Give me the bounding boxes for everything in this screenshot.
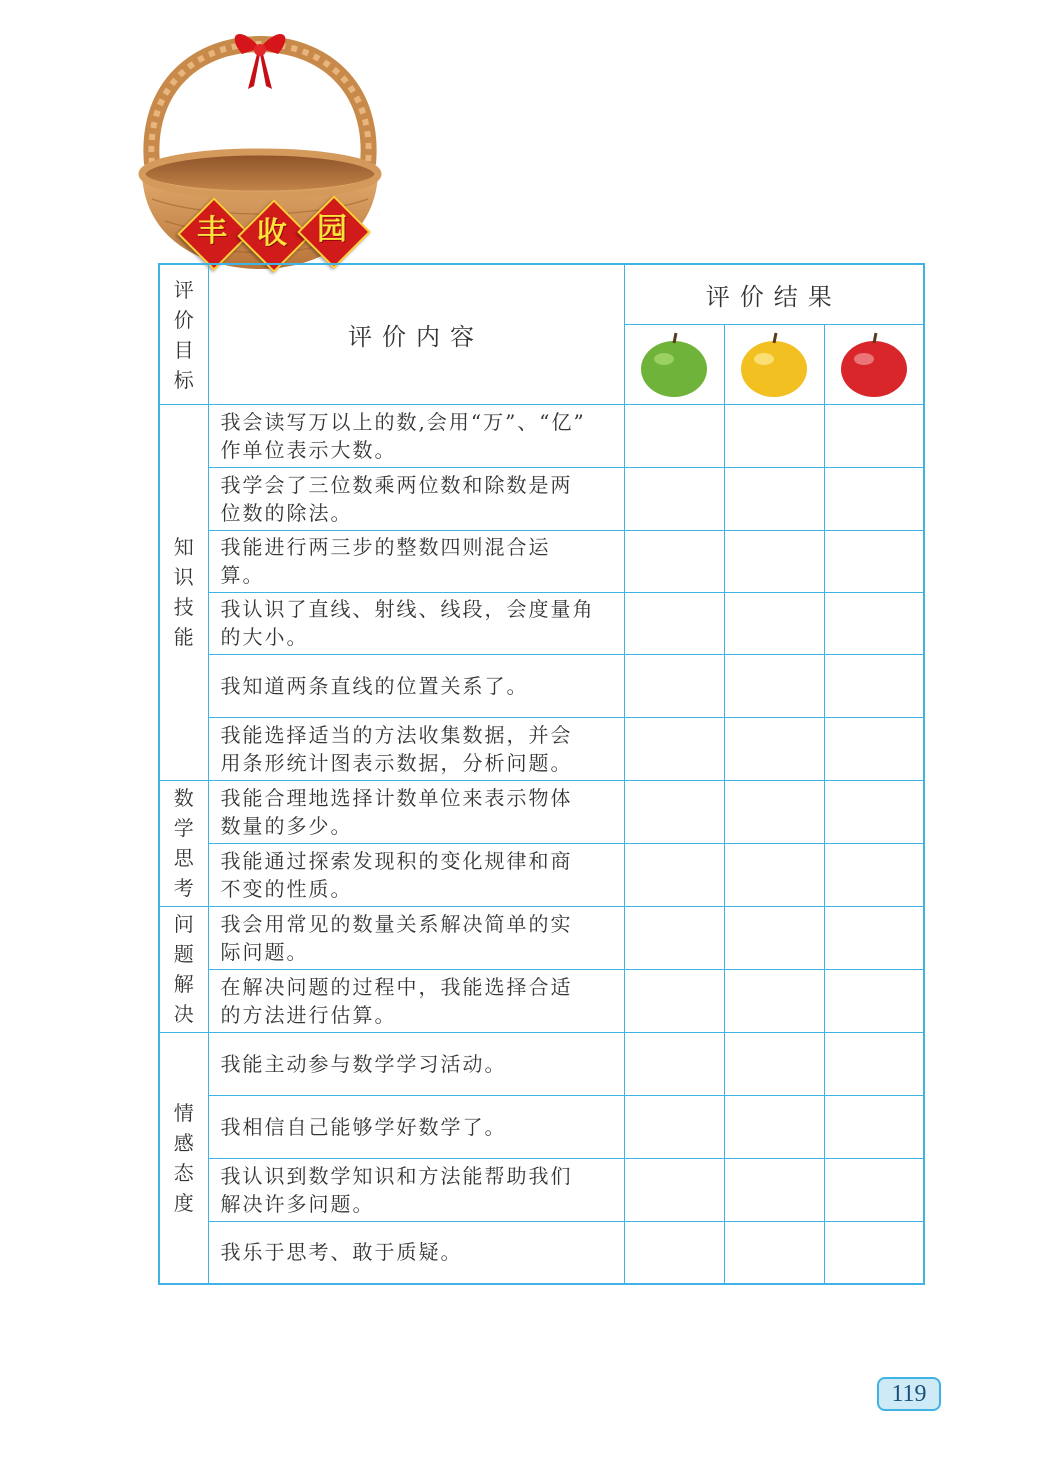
rating-cell[interactable] xyxy=(624,1032,724,1095)
rating-cell[interactable] xyxy=(824,969,924,1032)
rating-cell[interactable] xyxy=(624,530,724,592)
rating-cell[interactable] xyxy=(724,969,824,1032)
rating-cell[interactable] xyxy=(824,467,924,530)
rating-cell[interactable] xyxy=(624,1158,724,1221)
item-12: 我相信自己能够学好数学了。 xyxy=(208,1095,624,1158)
result-header: 评价结果 xyxy=(624,264,924,324)
rating-cell[interactable] xyxy=(624,717,724,780)
rating-cell[interactable] xyxy=(824,1221,924,1284)
rating-cell[interactable] xyxy=(724,1158,824,1221)
item-8: 我能通过探索发现积的变化规律和商 不变的性质。 xyxy=(208,843,624,906)
item-9: 我会用常见的数量关系解决简单的实 际问题。 xyxy=(208,906,624,969)
red-apple-icon xyxy=(824,324,924,404)
item-2: 我学会了三位数乘两位数和除数是两 位数的除法。 xyxy=(208,467,624,530)
rating-cell[interactable] xyxy=(824,1032,924,1095)
rating-cell[interactable] xyxy=(724,906,824,969)
rating-cell[interactable] xyxy=(824,530,924,592)
category-math-thinking: 数 学 思 考 xyxy=(159,780,208,906)
page-number: 119 xyxy=(877,1377,941,1411)
green-apple-icon xyxy=(624,324,724,404)
rating-cell[interactable] xyxy=(824,906,924,969)
rating-cell[interactable] xyxy=(624,843,724,906)
rating-cell[interactable] xyxy=(824,592,924,654)
rating-cell[interactable] xyxy=(724,717,824,780)
rating-cell[interactable] xyxy=(724,530,824,592)
badge-char: 收 xyxy=(257,216,287,251)
rating-cell[interactable] xyxy=(824,717,924,780)
item-14: 我乐于思考、敢于质疑。 xyxy=(208,1221,624,1284)
rating-cell[interactable] xyxy=(724,467,824,530)
rating-cell[interactable] xyxy=(824,654,924,717)
badge-char: 丰 xyxy=(197,214,227,249)
goal-header: 评 价 目 标 xyxy=(159,264,208,404)
item-7: 我能合理地选择计数单位来表示物体 数量的多少。 xyxy=(208,780,624,843)
rating-cell[interactable] xyxy=(724,404,824,467)
rating-cell[interactable] xyxy=(624,467,724,530)
category-emotional-attitude: 情 感 态 度 xyxy=(159,1032,208,1284)
category-problem-solving: 问 题 解 决 xyxy=(159,906,208,1032)
rating-cell[interactable] xyxy=(624,1095,724,1158)
rating-cell[interactable] xyxy=(724,780,824,843)
rating-cell[interactable] xyxy=(724,1032,824,1095)
rating-cell[interactable] xyxy=(624,654,724,717)
category-knowledge-skills: 知 识 技 能 xyxy=(159,404,208,780)
yellow-apple-icon xyxy=(724,324,824,404)
item-1: 我会读写万以上的数,会用“万”、“亿” 作单位表示大数。 xyxy=(208,404,624,467)
rating-cell[interactable] xyxy=(624,969,724,1032)
rating-cell[interactable] xyxy=(824,780,924,843)
evaluation-table xyxy=(158,263,925,1285)
item-5: 我知道两条直线的位置关系了。 xyxy=(208,654,624,717)
rating-cell[interactable] xyxy=(624,592,724,654)
item-13: 我认识到数学知识和方法能帮助我们 解决许多问题。 xyxy=(208,1158,624,1221)
rating-cell[interactable] xyxy=(724,592,824,654)
rating-cell[interactable] xyxy=(824,404,924,467)
rating-cell[interactable] xyxy=(724,654,824,717)
rating-cell[interactable] xyxy=(624,404,724,467)
rating-cell[interactable] xyxy=(724,1095,824,1158)
rating-cell[interactable] xyxy=(624,1221,724,1284)
rating-cell[interactable] xyxy=(724,843,824,906)
rating-cell[interactable] xyxy=(724,1221,824,1284)
rating-cell[interactable] xyxy=(824,1158,924,1221)
item-6: 我能选择适当的方法收集数据，并会 用条形统计图表示数据，分析问题。 xyxy=(208,717,624,780)
badge-char: 园 xyxy=(317,212,347,247)
item-11: 我能主动参与数学学习活动。 xyxy=(208,1032,624,1095)
content-header: 评价内容 xyxy=(208,264,624,404)
rating-cell[interactable] xyxy=(824,843,924,906)
item-3: 我能进行两三步的整数四则混合运 算。 xyxy=(208,530,624,592)
item-4: 我认识了直线、射线、线段，会度量角 的大小。 xyxy=(208,592,624,654)
rating-cell[interactable] xyxy=(624,780,724,843)
rating-cell[interactable] xyxy=(624,906,724,969)
item-10: 在解决问题的过程中，我能选择合适 的方法进行估算。 xyxy=(208,969,624,1032)
rating-cell[interactable] xyxy=(824,1095,924,1158)
